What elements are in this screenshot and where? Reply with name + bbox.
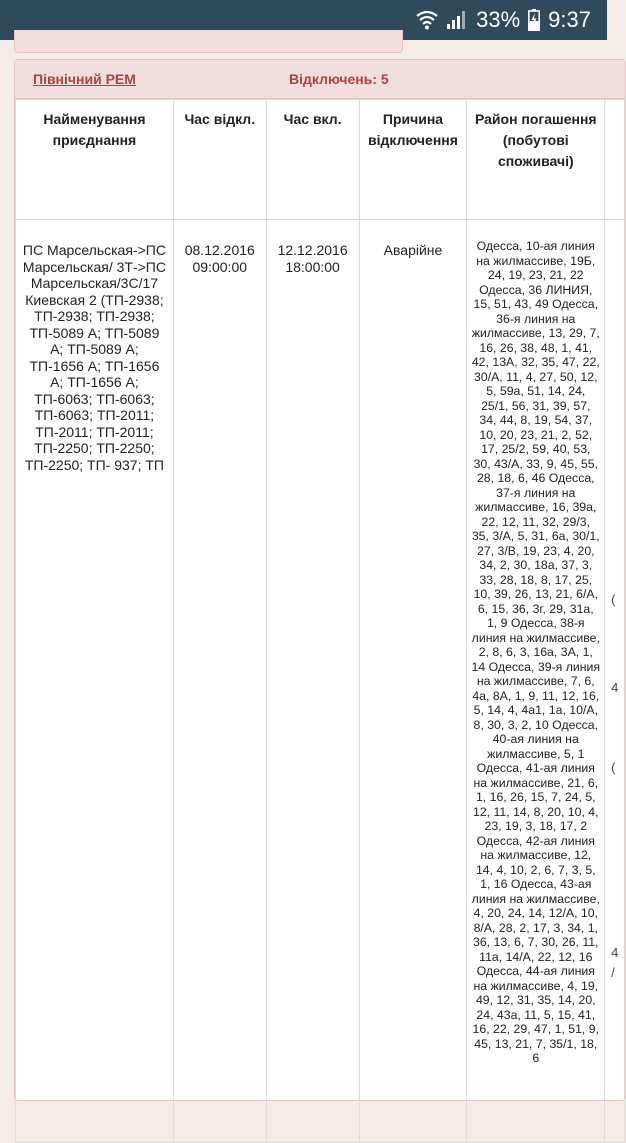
outage-count: Відключень: 5	[289, 71, 389, 87]
cut-off-fragment: 4	[611, 680, 619, 695]
cell-off-time	[173, 220, 266, 1143]
status-icons	[416, 0, 591, 40]
cut-off-fragment: (	[611, 592, 616, 607]
cell-cut-off	[605, 220, 625, 1143]
region-panel	[14, 59, 626, 1101]
off-time: 09:00:00	[192, 258, 248, 275]
header-connection: Найменування приєднання	[16, 100, 174, 220]
off-date: 08.12.2016	[184, 242, 255, 258]
cut-off-fragment: (	[611, 760, 616, 775]
cut-off-fragment: 4	[611, 945, 619, 960]
battery-percent: 33%	[476, 7, 521, 32]
cell-reason: Аварійне	[359, 220, 467, 1143]
cell-area: Одесса, 10-ая линия на жилмассиве, 19Б, 24, 19, 23, 21, 22 Одесса, 36 ЛИНИЯ, 15, 51, 43, 49 Одесса, 36-я линия на жилмассиве, 13, 29, 7, 16, 26, 38, 48, 1, 41, 42, 13А, 32, 35, 47, 22, 30/А, 11, 4, 27, 50, 12, 5, 59а, 51, 14, 24, 25/1, 56, 31, 39, 57, 34, 44, 8, 19, 54, 37, 10, 20, 23, 21, 2, 52, 17, 25/2, 59, 40, 53, 30, 43/А, 33, 9, 45, 55, 28, 18, 6, 46 Одесса, 37-я линия на жилмассиве, 16, 39а, 22, 12, 11, 32, 29/3, 35, 3/А, 5, 31, 6а, 30/1, 27, 3/В, 19, 23, 4, 20, 34, 2, 30, 18а, 37, 3, 33, 28, 18, 8, 17, 25, 10, 39, 26, 13, 21, 6/А, 6, 15, 36, 3г, 29, 31а, 1, 9 Одесса, 38-я линия на жилмассиве, 2, 8, 6, 3, 16а, 3А, 1, 14 Одесса, 39-я линия на жилмассиве, 7, 6, 4а, 8А, 1, 9, 11, 12, 16, 5, 14, 4, 4а1, 1а, 10/А, 8, 30, 3, 2, 10 Одесса, 40-ая линия на жилмассиве, 5, 1 Одесса, 41-ая линия на жилмассиве, 21, 6, 1, 16, 26, 15, 7, 24, 5, 12, 11, 14, 8, 20, 10, 4, 23, 19, 3, 18, 17, 2 Одесса, 42-ая линия на жилмассиве, 12, 14, 4, 10, 2, 6, 7, 3, 5, 1, 16 Одесса, 43-ая линия на жилмассиве, 4, 20, 24, 14, 12/А, 10, 8/А, 28, 2, 17, 3, 34, 1, 36, 13, 6, 7, 30, 26, 11, 11а, 14/А, 22, 12, 16 Одесса, 44-ая линия на жилмассиве, 4, 19, 49, 12, 31, 35, 14, 20, 24, 43а, 11, 5, 15, 41, 16, 22, 29, 47, 1, 51, 9, 45, 13, 21, 7, 35/1, 18, 6	[467, 220, 605, 1143]
signal-icon	[446, 10, 468, 30]
battery-charging-icon	[528, 9, 540, 31]
cell-connection: ПС Марсельская->ПС Марсельская/ 3Т->ПС Марсельская/3С/17 Киевская 2 (ТП-2938; ТП-2938; ТП-2938; ТП-5089 А; ТП-5089 А; ТП-5089 А; ТП-1656 А; ТП-1656 А; ТП-1656 А; ТП-6063; ТП-6063; ТП-6063; ТП-2011; ТП-2011; ТП-2011; ТП-2250; ТП-2250; ТП-2250; ТП- 937; ТП	[16, 220, 174, 1143]
region-link[interactable]: Північний РЕМ	[33, 71, 136, 87]
outage-table	[15, 99, 625, 1143]
cut-off-fragment: /	[611, 965, 615, 980]
region-panel-header	[15, 60, 625, 99]
table-header-row	[16, 100, 625, 220]
on-date: 12.12.2016	[277, 242, 348, 258]
cell-on-time	[266, 220, 359, 1143]
header-reason: Причина відключення	[359, 100, 467, 220]
clock: 9:37	[548, 7, 591, 32]
header-off-time: Час відкл.	[173, 100, 266, 220]
previous-region-card	[14, 30, 403, 53]
header-area: Район погашення (побутові споживачі)	[467, 100, 605, 220]
wifi-icon	[416, 10, 438, 30]
on-time: 18:00:00	[285, 258, 340, 275]
table-row	[16, 220, 625, 1143]
header-cut-off	[605, 100, 625, 220]
header-on-time: Час вкл.	[266, 100, 359, 220]
